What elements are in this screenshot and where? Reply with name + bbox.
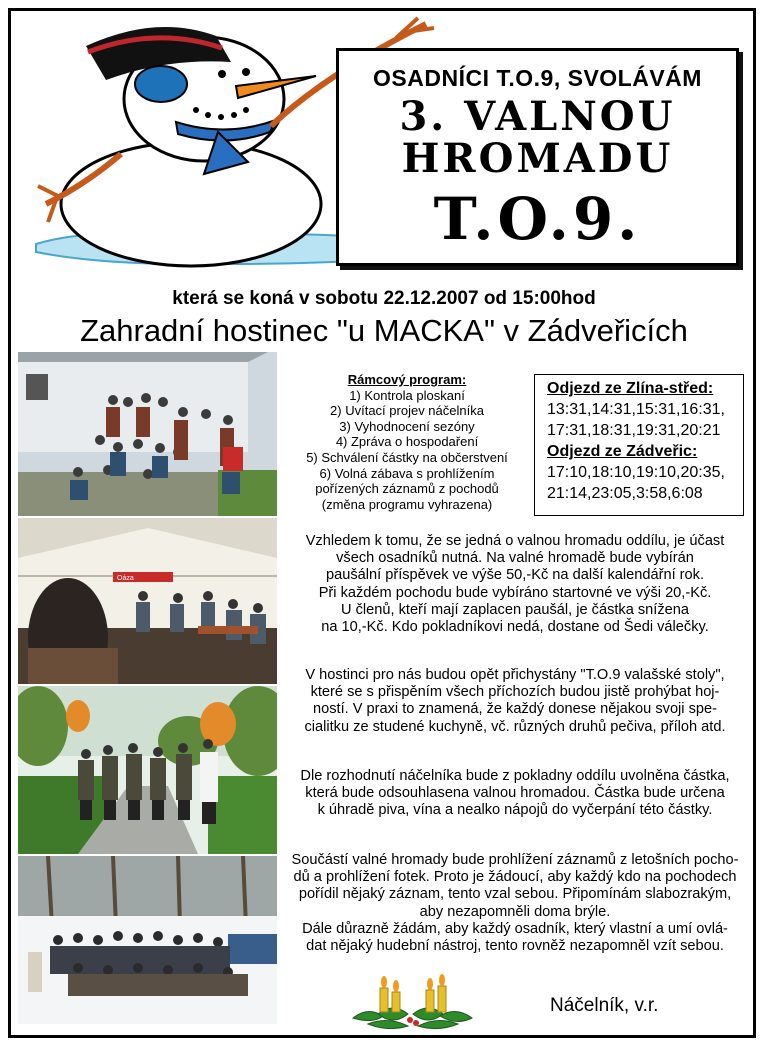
paragraph-line: Při každém pochodu bude vybíráno startovné ve výši 20,-Kč. [318, 584, 712, 601]
program-item: 6) Volná zábava s prohlížením [319, 465, 495, 481]
title-line-1: OSADNÍCI T.O.9, SVOLÁVÁM [373, 65, 702, 91]
departure-zlin-heading: Odjezd ze Zlína-střed: [547, 380, 714, 397]
paragraph-line: k úhradě piva, vína a nealko nápojů do vyčerpání této částky. [317, 802, 713, 819]
event-venue: Zahradní hostinec "u MACKA" v Zádveřicích [80, 313, 688, 348]
program-item: 5) Schválení částky na občerstvení [306, 449, 508, 465]
program-item: (změna programu vyhrazena) [321, 496, 493, 512]
paragraph-line: pořídil nějaký záznam, tento vzal sebou. Připomínám slabozrakým, [298, 886, 732, 903]
paragraph-line: Vzhledem k tomu, že se jedná o valnou hromadu oddílu, je účast [305, 533, 725, 549]
paragraph-fees [284, 533, 746, 636]
paragraph-line: paušální příspěvek ve výše 50,-Kč na další kalendářní rok. [325, 567, 705, 584]
departure-box [534, 374, 744, 516]
program-section [282, 372, 532, 512]
program-item: 2) Uvítací projev náčelníka [330, 403, 484, 419]
photo-forest-road [18, 686, 277, 854]
tent-sign-text: Oáza [117, 575, 134, 582]
paragraph-line: které se s přispěním všech příchozích budou jistě prohýbat hoj- [310, 684, 720, 701]
paragraph-line: U členů, kteří mají zaplacen paušál, je částka snížena [341, 601, 689, 618]
title-line-3: HROMADU [401, 135, 674, 182]
departure-zadverice-times: 17:10,18:10,19:10,20:35, [547, 464, 725, 481]
departure-zadverice-times: 21:14,23:05,3:58,6:08 [547, 485, 703, 502]
paragraph-line: aby nezapomněli doma brýle. [419, 903, 611, 920]
paragraph-line: cialitku ze studené kuchyně, vč. různých druhů pečiva, příloh atd. [304, 718, 726, 735]
departure-zlin-times: 13:31,14:31,15:31,16:31, [547, 401, 725, 418]
departure-zlin-times: 17:31,18:31,19:31,20:21 [547, 422, 721, 439]
program-item: 3) Vyhodnocení sezóny [339, 418, 475, 434]
event-date-line: která se koná v sobotu 22.12.2007 od 15:00hod [172, 288, 596, 309]
paragraph-line: dat nějaký hudební nástroj, tento rovněž nezapomněl vzít sebou. [306, 938, 724, 955]
paragraph-tables [284, 667, 746, 736]
program-item: 4) Zpráva o hospodaření [335, 434, 479, 450]
title-line-4: T.O.9. [433, 185, 642, 253]
program-item: pořízených záznamů z pochodů [315, 481, 499, 497]
paragraph-line: ností. V praxi to znamená, že každý donese nějakou svoji spe- [313, 701, 717, 718]
paragraph-line: Dále důrazně žádám, aby každý osadník, který vlastní a umí ovlá- [302, 920, 728, 937]
photo-group-house [18, 352, 277, 516]
paragraph-line: Dle rozhodnutí náčelníka bude z pokladny oddílu uvolněna částka, [300, 768, 730, 784]
photo-snowy-group [18, 856, 277, 1024]
paragraph-line: která bude odsouhlasena valnou hromadou. Částka bude určena [305, 785, 725, 802]
title-line-2: 3. VALNOU [399, 93, 676, 140]
paragraph-line: dů a prohlížení fotek. Proto je žádoucí, aby každý kdo na pochodech [293, 869, 737, 886]
paragraph-line: všech osadníků nutná. Na valné hromadě bude vybírán [336, 550, 694, 567]
signature: Náčelník, v.r. [550, 995, 659, 1016]
photo-tent [18, 518, 277, 684]
paragraph-records [284, 852, 746, 955]
paragraph-budget [284, 768, 746, 820]
program-item: 1) Kontrola ploskaní [349, 387, 465, 403]
christmas-candles-icon [348, 968, 478, 1032]
departure-zadverice-heading: Odjezd ze Zádveřic: [547, 443, 698, 460]
program-heading: Rámcový program: [347, 372, 467, 387]
title-box [336, 48, 739, 266]
paragraph-line: V hostinci pro nás budou opět přichystány "T.O.9 valašské stoly", [305, 667, 725, 683]
paragraph-line: na 10,-Kč. Kdo pokladníkovi nedá, dostane od Šedi válečky. [321, 619, 709, 636]
paragraph-line: Součástí valné hromady bude prohlížení záznamů z letošních pocho- [291, 852, 739, 868]
